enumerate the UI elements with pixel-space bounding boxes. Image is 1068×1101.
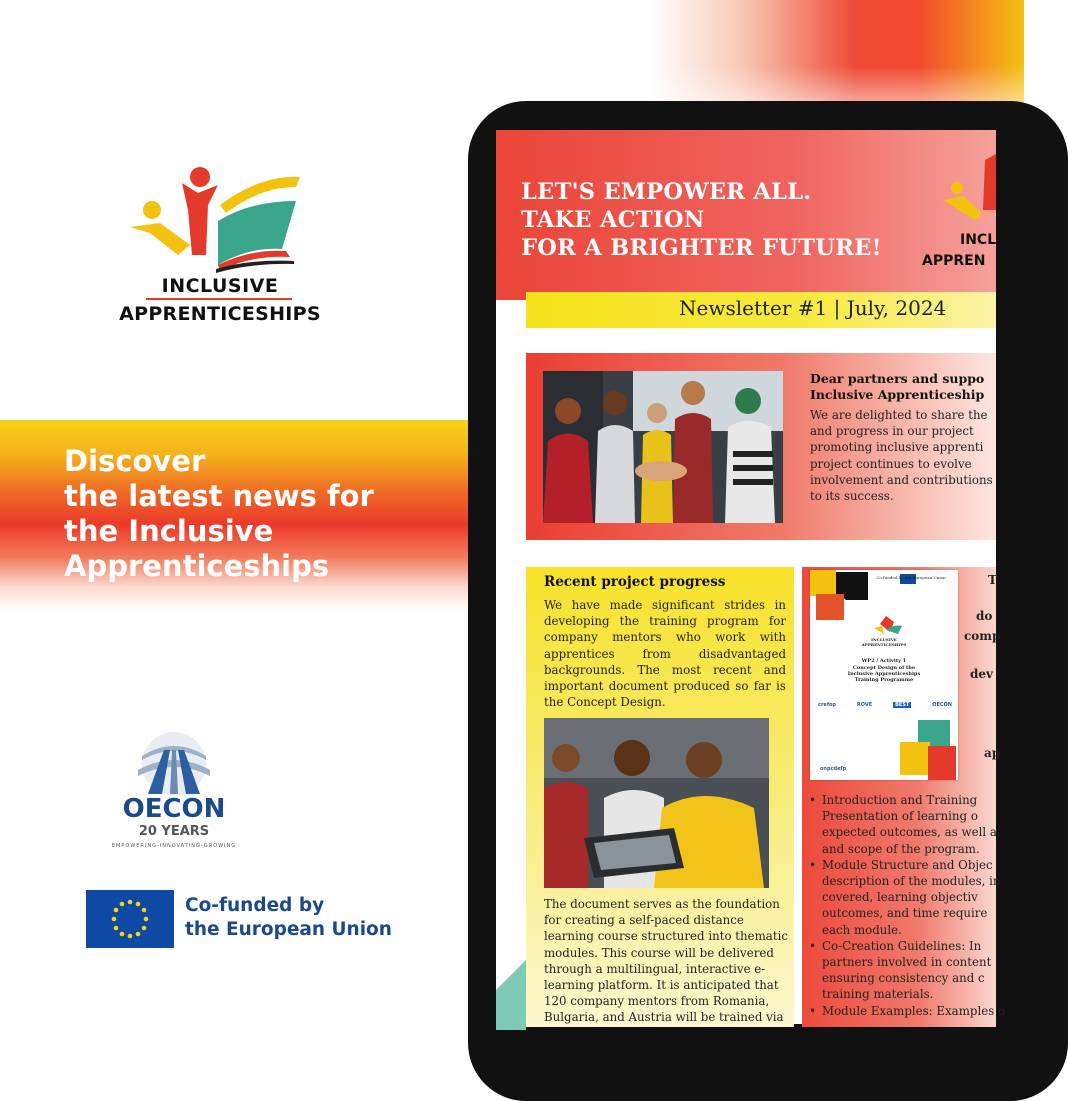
phone-screen[interactable] — [496, 130, 1006, 1025]
progress-line: the Concept Design. — [544, 695, 666, 710]
oecon-logo — [104, 730, 244, 855]
banner-line: Apprenticeships — [64, 549, 330, 583]
eu-cofunded-label — [185, 894, 392, 942]
right-word: ap — [984, 746, 1001, 760]
bullet-line: outcomes, and time require — [822, 906, 988, 921]
doc-title-line: Inclusive Apprenticeships — [847, 671, 921, 677]
newsletter-logo-text — [922, 230, 996, 272]
progress-line: The document serves as the foundation — [544, 897, 780, 911]
eu-flag-icon — [86, 890, 174, 948]
newsletter-logo-icon — [941, 150, 1001, 230]
top-gradient-decoration — [650, 0, 1024, 110]
banner-heading — [64, 444, 464, 584]
intro-line: We are delighted to share the — [810, 408, 988, 422]
doc-partner-logos — [818, 702, 952, 708]
newsletter-slogan — [521, 178, 882, 262]
intro-title — [810, 371, 984, 403]
book-figures-icon — [100, 165, 340, 275]
progress-line: apprentices from disadvantaged — [544, 646, 786, 661]
bullet-line: • Module Structure and Objec — [822, 857, 993, 872]
intro-line: promoting inclusive apprenti — [810, 440, 984, 455]
bullet-line: ensuring consistency and c — [822, 971, 985, 986]
progress-line: developing the training program for — [544, 614, 786, 629]
right-word: comp — [964, 629, 1001, 643]
progress-body — [544, 597, 786, 710]
bullet-line: training materials. — [822, 987, 934, 1002]
logo-title-line2: APPRENTICESHIPS — [119, 303, 321, 325]
list-item — [809, 1003, 1009, 1019]
partner-logo: crefop — [818, 702, 837, 708]
list-item — [809, 938, 1009, 1003]
team-hands-photo — [543, 371, 783, 523]
banner-line: the latest news for — [64, 479, 374, 513]
progress-line: company mentors who work with — [544, 630, 786, 645]
right-word: T — [988, 573, 997, 587]
slogan-line: LET'S EMPOWER ALL. — [521, 179, 812, 205]
progress-line: through a multilingual, interactive e- — [544, 961, 766, 976]
teal-shape-decoration — [496, 950, 526, 1030]
intro-title-line: Dear partners and suppo — [810, 371, 985, 386]
progress-line: modules. This course will be delivered — [544, 945, 774, 960]
bullet-line: Presentation of learning o — [822, 809, 978, 824]
eu-line: Co-funded by — [185, 895, 325, 916]
intro-line: to its success. — [810, 489, 894, 504]
slogan-line: FOR A BRIGHTER FUTURE! — [521, 235, 882, 261]
right-word: do — [976, 609, 993, 623]
logo-line: APPREN — [922, 253, 986, 269]
intro-line: involvement and contributions — [810, 472, 993, 487]
partner-logo: OECON — [932, 702, 952, 708]
bullet-line: expected outcomes, as well a — [822, 825, 997, 840]
mentors-laptop-photo — [544, 718, 769, 888]
partner-logo: ROVE — [856, 702, 873, 708]
bullet-line: • Introduction and Training — [822, 793, 978, 807]
bullet-line: • Co-Creation Guidelines: In — [822, 938, 982, 953]
list-item — [809, 857, 1009, 938]
logo-line: INCL — [960, 232, 997, 248]
progress-line: We have made significant strides in — [544, 598, 786, 612]
bullet-line: description of the modules, in — [822, 874, 1001, 889]
oecon-name: OECON — [122, 794, 226, 824]
progress-line: learning platform. It is anticipated that — [544, 978, 779, 993]
progress-line: 120 company mentors from Romania, — [544, 994, 770, 1009]
progress-line: backgrounds. The most recent and — [544, 662, 786, 677]
doc-logo-line1: INCLUSIVE — [871, 637, 897, 642]
banner-line: Discover — [64, 444, 206, 478]
intro-line: project continues to evolve — [810, 456, 972, 471]
eu-line: the European Union — [185, 919, 392, 940]
slogan-line: TAKE ACTION — [521, 207, 705, 233]
partner-logo: BEST — [895, 702, 910, 708]
issue-label: Newsletter #1 | July, 2024 — [679, 296, 947, 320]
right-word: dev — [970, 667, 993, 681]
bullet-line: covered, learning objectiv — [822, 890, 978, 905]
banner-line: the Inclusive — [64, 514, 274, 548]
intro-body — [810, 407, 1010, 504]
inclusive-apprenticeships-logo — [100, 165, 340, 335]
bullet-line: each module. — [822, 922, 902, 937]
doc-logo-line2: APPRENTICESHIPS — [861, 642, 907, 647]
doc-eu-label: Co-funded by the European Union — [876, 575, 946, 580]
progress-line: learning course structured into thematic — [544, 929, 788, 944]
module-bullet-list — [809, 792, 1009, 1019]
progress-line: important document produced so far is — [544, 679, 786, 694]
list-item — [809, 792, 1009, 857]
oecon-tagline: EMPOWERING-INNOVATING-GROWING — [111, 843, 237, 849]
intro-line: and progress in our project — [810, 424, 974, 439]
bullet-line: • Module Examples: Examples o — [822, 1003, 1006, 1018]
bullet-line: and scope of the program. — [822, 841, 980, 856]
logo-title-line1: INCLUSIVE — [161, 275, 279, 297]
intro-title-line: Inclusive Apprenticeship — [810, 387, 985, 402]
doc-title-line: Training Programme — [854, 677, 914, 683]
doc-title-line: Concept Design of the — [852, 665, 916, 671]
concept-design-document[interactable] — [810, 570, 958, 780]
oecon-years: 20 YEARS — [138, 824, 210, 839]
doc-footer: onpcdefp — [820, 766, 847, 772]
oecon-road-icon — [104, 730, 244, 796]
progress-line: for creating a self-paced distance — [544, 913, 744, 928]
bullet-line: partners involved in content — [822, 955, 992, 970]
progress-line: Bulgaria, and Austria will be trained via — [544, 1010, 784, 1025]
progress-body-2 — [544, 896, 786, 1026]
doc-title-line: WP2 / Activity 1 — [861, 658, 907, 664]
progress-title: Recent project progress — [544, 574, 726, 590]
logo-underline — [146, 298, 292, 300]
